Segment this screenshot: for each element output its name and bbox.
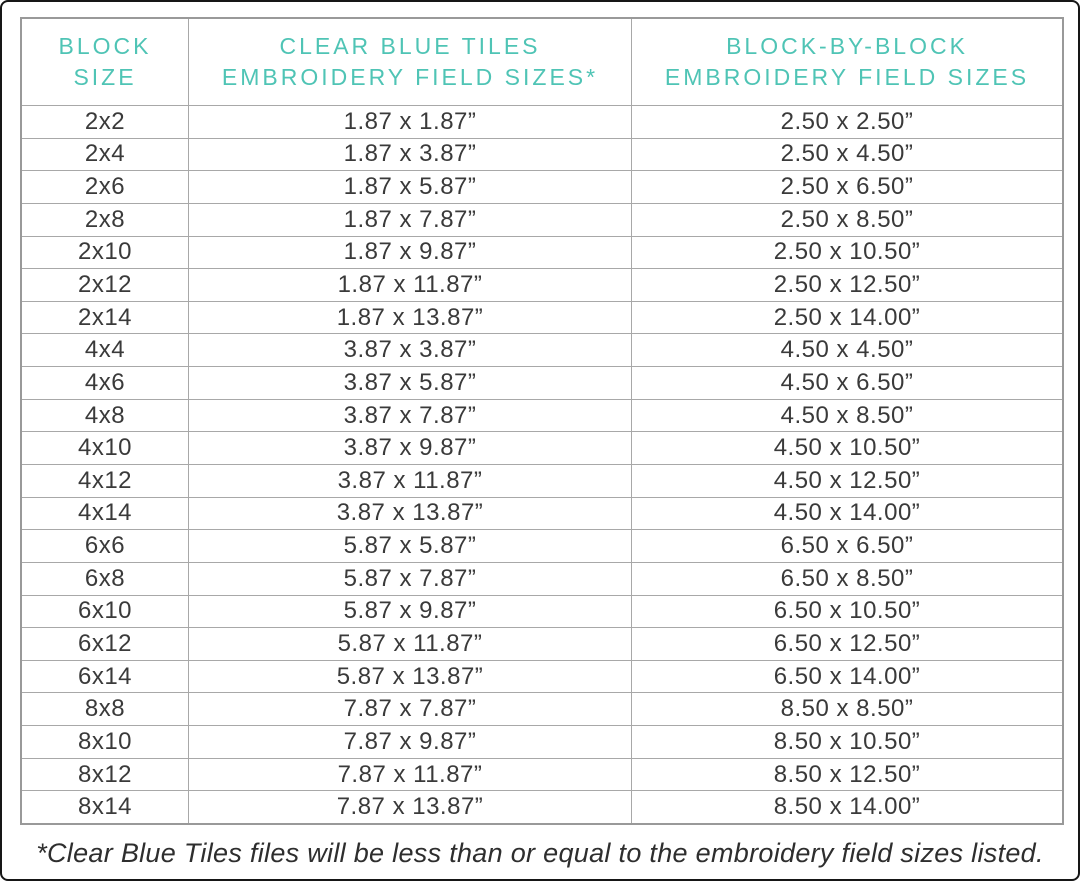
cell-block-by-block: 2.50 x 6.50” [631, 170, 1062, 203]
cell-clear-blue-tiles: 5.87 x 13.87” [188, 660, 631, 693]
header-line: CLEAR BLUE TILES [279, 33, 541, 59]
cell-block-by-block: 6.50 x 6.50” [631, 529, 1062, 562]
cell-block-by-block: 4.50 x 12.50” [631, 464, 1062, 497]
cell-clear-blue-tiles: 5.87 x 11.87” [188, 627, 631, 660]
cell-block-size: 2x2 [22, 105, 188, 138]
cell-clear-blue-tiles: 3.87 x 3.87” [188, 333, 631, 366]
embroidery-field-size-table [20, 17, 1064, 825]
cell-block-by-block: 4.50 x 14.00” [631, 497, 1062, 530]
cell-block-by-block: 6.50 x 14.00” [631, 660, 1062, 693]
cell-block-by-block: 6.50 x 8.50” [631, 562, 1062, 595]
cell-clear-blue-tiles: 3.87 x 9.87” [188, 431, 631, 464]
cell-clear-blue-tiles: 3.87 x 13.87” [188, 497, 631, 530]
cell-block-size: 4x4 [22, 333, 188, 366]
header-block-by-block [631, 19, 1062, 105]
cell-block-by-block: 2.50 x 14.00” [631, 301, 1062, 334]
cell-block-by-block: 2.50 x 4.50” [631, 138, 1062, 171]
cell-block-by-block: 2.50 x 10.50” [631, 236, 1062, 269]
cell-block-size: 8x8 [22, 692, 188, 725]
cell-block-size: 4x6 [22, 366, 188, 399]
cell-clear-blue-tiles: 3.87 x 7.87” [188, 399, 631, 432]
cell-block-size: 2x6 [22, 170, 188, 203]
cell-block-size: 4x8 [22, 399, 188, 432]
header-line: SIZE [73, 64, 137, 90]
cell-block-size: 8x14 [22, 790, 188, 823]
cell-block-by-block: 6.50 x 12.50” [631, 627, 1062, 660]
cell-block-size: 6x12 [22, 627, 188, 660]
cell-clear-blue-tiles: 1.87 x 1.87” [188, 105, 631, 138]
cell-block-size: 4x12 [22, 464, 188, 497]
cell-clear-blue-tiles: 7.87 x 11.87” [188, 758, 631, 791]
cell-clear-blue-tiles: 7.87 x 9.87” [188, 725, 631, 758]
cell-block-size: 2x8 [22, 203, 188, 236]
cell-clear-blue-tiles: 1.87 x 5.87” [188, 170, 631, 203]
cell-clear-blue-tiles: 3.87 x 5.87” [188, 366, 631, 399]
cell-block-by-block: 2.50 x 2.50” [631, 105, 1062, 138]
cell-block-by-block: 4.50 x 6.50” [631, 366, 1062, 399]
cell-block-size: 6x6 [22, 529, 188, 562]
cell-block-size: 8x10 [22, 725, 188, 758]
cell-block-size: 6x10 [22, 595, 188, 628]
cell-clear-blue-tiles: 3.87 x 11.87” [188, 464, 631, 497]
cell-block-by-block: 8.50 x 8.50” [631, 692, 1062, 725]
cell-clear-blue-tiles: 1.87 x 9.87” [188, 236, 631, 269]
cell-clear-blue-tiles: 5.87 x 7.87” [188, 562, 631, 595]
cell-clear-blue-tiles: 7.87 x 7.87” [188, 692, 631, 725]
header-line: EMBROIDERY FIELD SIZES [664, 64, 1030, 90]
cell-block-size: 4x14 [22, 497, 188, 530]
header-line: EMBROIDERY FIELD SIZES* [221, 64, 599, 90]
cell-block-size: 6x8 [22, 562, 188, 595]
cell-clear-blue-tiles: 7.87 x 13.87” [188, 790, 631, 823]
header-block-size [22, 19, 188, 105]
cell-clear-blue-tiles: 5.87 x 5.87” [188, 529, 631, 562]
cell-block-by-block: 2.50 x 8.50” [631, 203, 1062, 236]
cell-block-by-block: 4.50 x 10.50” [631, 431, 1062, 464]
cell-block-by-block: 8.50 x 10.50” [631, 725, 1062, 758]
cell-block-by-block: 6.50 x 10.50” [631, 595, 1062, 628]
cell-clear-blue-tiles: 1.87 x 3.87” [188, 138, 631, 171]
cell-block-size: 2x4 [22, 138, 188, 171]
header-line: BLOCK-BY-BLOCK [726, 33, 968, 59]
cell-block-by-block: 8.50 x 14.00” [631, 790, 1062, 823]
cell-block-size: 6x14 [22, 660, 188, 693]
cell-clear-blue-tiles: 1.87 x 13.87” [188, 301, 631, 334]
cell-block-size: 4x10 [22, 431, 188, 464]
cell-block-size: 2x12 [22, 268, 188, 301]
footnote: *Clear Blue Tiles files will be less than or equal to the embroidery field sizes listed. [36, 838, 1044, 868]
cell-block-by-block: 4.50 x 8.50” [631, 399, 1062, 432]
cell-block-by-block: 8.50 x 12.50” [631, 758, 1062, 791]
cell-clear-blue-tiles: 5.87 x 9.87” [188, 595, 631, 628]
cell-clear-blue-tiles: 1.87 x 11.87” [188, 268, 631, 301]
cell-block-size: 8x12 [22, 758, 188, 791]
header-line: BLOCK [58, 33, 152, 59]
cell-block-size: 2x14 [22, 301, 188, 334]
cell-block-by-block: 4.50 x 4.50” [631, 333, 1062, 366]
header-clear-blue-tiles [188, 19, 631, 105]
cell-block-by-block: 2.50 x 12.50” [631, 268, 1062, 301]
cell-clear-blue-tiles: 1.87 x 7.87” [188, 203, 631, 236]
cell-block-size: 2x10 [22, 236, 188, 269]
